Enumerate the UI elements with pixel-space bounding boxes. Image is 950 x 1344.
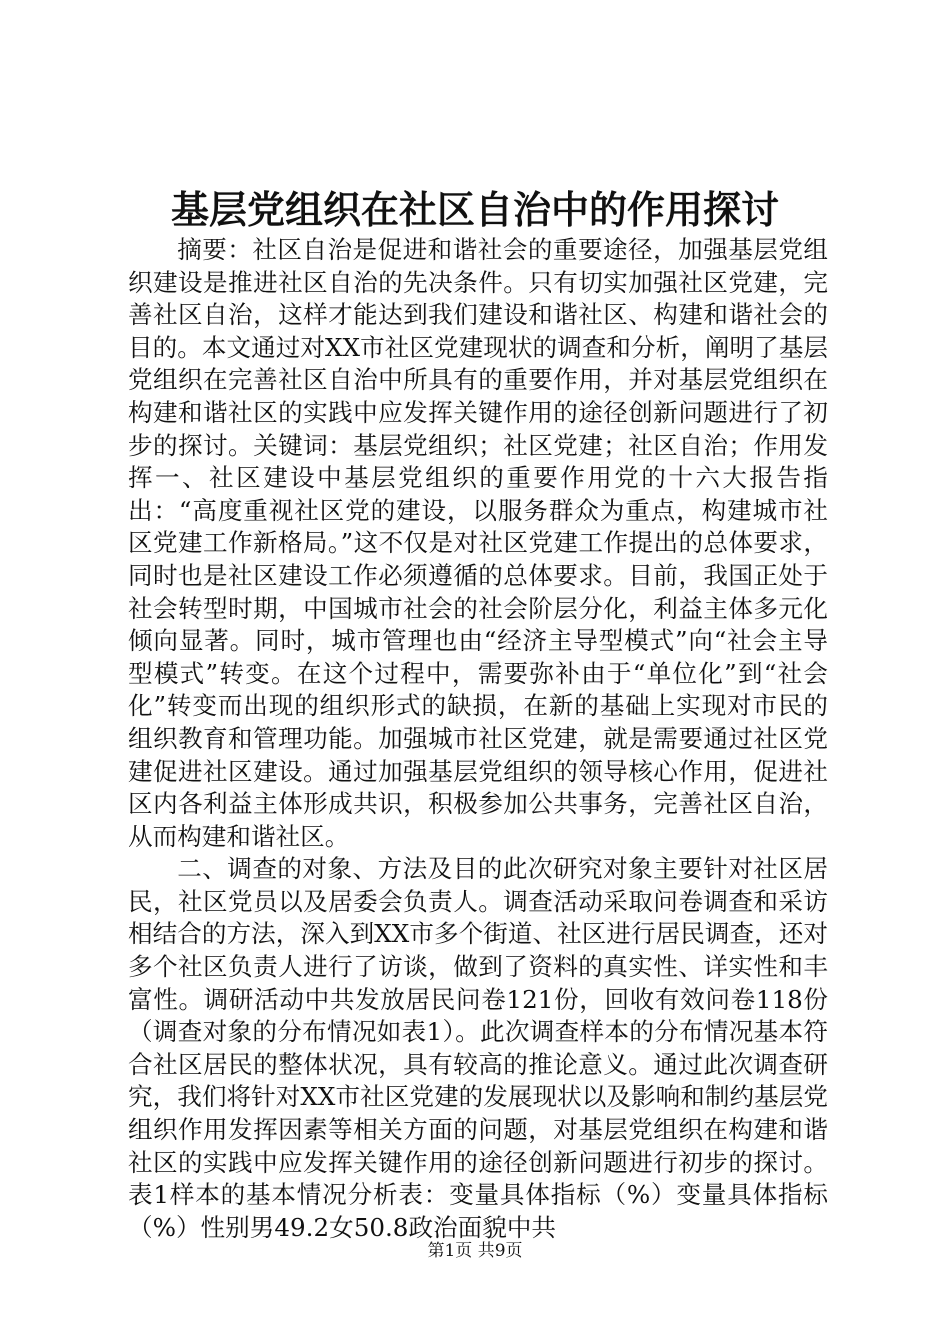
page-footer: 第1页 共9页 xyxy=(427,1241,523,1261)
paragraph-abstract: 摘要：社区自治是促进和谐社会的重要途径，加强基层党组织建设是推进社区自治的先决条件。只有切实加强社区党建，完善社区自治，这样才能达到我们建设和谐社区、构建和谐社会的目的。本文通过对XX市社区党建现状的调查和分析，阐明了基层党组织在完善社区自治中所具有的重要作用，并对基层党组织在构建和谐社区的实践中应发挥关键作用的途径创新问题进行了初步的探讨。关键词：基层党组织；社区党建；社区自治；作用发挥一、社区建设中基层党组织的重要作用党的十六大报告指出：“高度重视社区党的建设，以服务群众为重点，构建城市社区党建工作新格局。”这不仅是对社区党建工作提出的总体要求，同时也是社区建设工作必须遵循的总体要求。目前，我国正处于社会转型时期，中国城市社会的社会阶层分化，利益主体多元化倾向显著。同时，城市管理也由“经济主导型模式”向“社会主导型模式”转变。在这个过程中，需要弥补由于“单位化”到“社会化”转变而出现的组织形式的缺损，在新的基础上实现对市民的组织教育和管理功能。加强城市社区党建，就是需要通过社区党建促进社区建设。通过加强基层党组织的领导核心作用，促进社区内各利益主体形成共识，积极参加公共事务，完善社区自治，从而构建和谐社区。 xyxy=(128,235,828,851)
page-title: 基层党组织在社区自治中的作用探讨 xyxy=(170,187,779,232)
document-body xyxy=(128,234,828,1244)
paragraph-survey: 二、调查的对象、方法及目的此次研究对象主要针对社区居民，社区党员以及居委会负责人。调查活动采取问卷调查和采访相结合的方法，深入到XX市多个街道、社区进行居民调查，还对多个社区负责人进行了访谈，做到了资料的真实性、详实性和丰富性。调研活动中共发放居民问卷121份，回收有效问卷118份（调查对象的分布情况如表1）。此次调查样本的分布情况基本符合社区居民的整体状况，具有较高的推论意义。通过此次调查研究，我们将针对XX市社区党建的发展现状以及影响和制约基层党组织作用发挥因素等相关方面的问题，对基层党组织在构建和谐社区的实践中应发挥关键作用的途径创新问题进行初步的探讨。表1样本的基本情况分析表：变量具体指标（%）变量具体指标（%）性别男49.2女50.8政治面貌中共 xyxy=(128,854,828,1242)
